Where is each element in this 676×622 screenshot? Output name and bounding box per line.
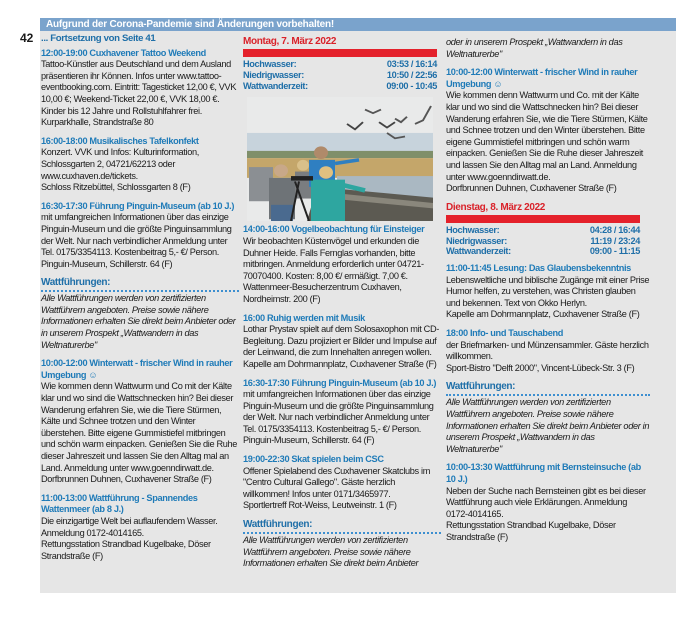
event-location: Sportlertreff Rot-Weiss, Leutweinstr. 1 (F) (243, 500, 397, 511)
event-entry (41, 201, 239, 271)
event-title: 16:00-18:00 Musikalisches Tafelkonfekt (41, 135, 199, 146)
tide-row (243, 70, 437, 81)
day-heading: Dienstag, 8. März 2022 (446, 201, 546, 213)
event-title: 19:00-22:30 Skat spielen beim CSC (243, 454, 384, 465)
event-description: Konzert. VVK und Infos: Kulturinformation, Schlossgarten 2, 04721/62213 oder www.cuxhaven.de/tickets. (41, 147, 199, 181)
event-entry (446, 328, 650, 374)
event-description: Tattoo-Künstler aus Deutschland und dem Ausland präsentieren ihr Können. Infos unter www.tattoo-eventbooking.com. Eintritt: Tagesticket 12,00 €, VVK 10,00 €; Weekend-Ticket 22,00 €, VVK 18,00 €. Kinder bis 12 Jahre und Rollstuhlfahrer frei. (41, 59, 237, 116)
event-location: Wattenmeer-Besucherzentrum Cuxhaven, Nordheimstr. 200 (F) (243, 282, 402, 304)
day-divider-bar (243, 49, 437, 57)
event-title (41, 358, 239, 381)
event-location: Schloss Ritzebüttel, Schlossgarten 8 (F) (41, 182, 191, 193)
event-title (446, 67, 650, 90)
tide-row (243, 59, 437, 70)
event-title-text: 10:00-12:00 Winterwatt - frischer Wind in rauher Umgebung (446, 67, 638, 89)
event-entry (446, 67, 650, 195)
tide-label: Niedrigwasser: (243, 69, 304, 80)
event-location: Kapelle am Dohrmannplatz, Cuxhavener Straße (F) (243, 358, 437, 369)
tide-row (446, 246, 640, 257)
event-location: Rettungsstation Strandbad Kugelbake, Döser Strandstraße (F) (41, 539, 211, 561)
event-entry (243, 454, 441, 512)
tide-label: Wattwanderzeit: (446, 246, 511, 257)
event-title: 11:00-11:45 Lesung: Das Glaubensbekenntnis (446, 263, 631, 274)
event-description: Offener Spielabend des Cuxhavener Skatclubs im "Centro Cultural Gallego". Gäste herzlich willkommen! Infos unter 0171/3465977. (243, 465, 430, 499)
tide-label: Hochwasser: (446, 224, 500, 235)
day-divider-bar (446, 215, 640, 223)
wattfuehrungen-info: Alle Wattführungen werden von zertifizierten Wattführern angeboten. Preise sowie nähere Informationen erhalten Sie direkt beim Anbieter oder in unserem Prospekt „Wattwandern in das Weltnaturerbe" (41, 293, 236, 350)
event-description: Lebensweltliche und biblische Zugänge mit einer Prise Humor helfen, zu verstehen, was Christen glauben und bekennen. Text von Okko Herlyn. (446, 274, 650, 308)
event-entry (243, 313, 441, 371)
event-entry (446, 263, 650, 321)
tide-row (243, 81, 437, 92)
event-entry (243, 224, 441, 305)
tide-row (446, 236, 640, 247)
event-location: Pinguin-Museum, Schillerstr. 64 (F) (243, 435, 375, 446)
corona-notice-banner: Aufgrund der Corona-Pandemie sind Änderungen vorbehalten! (40, 18, 676, 31)
day-heading: Montag, 7. März 2022 (243, 36, 337, 47)
page-number: 42 (20, 31, 34, 45)
event-entry (41, 136, 239, 194)
column-2 (243, 36, 441, 577)
event-title: 16:30-17:30 Führung Pinguin-Museum (ab 10 J.) (243, 377, 437, 388)
birdwatching-photo-illustration (247, 97, 433, 221)
smiley-icon: ☺ (88, 369, 98, 380)
tide-label: Hochwasser: (243, 59, 297, 69)
event-title: 11:00-13:00 Wattführung - Spannendes Wattenmeer (ab 8 J.) (41, 492, 198, 515)
column-3 (446, 37, 650, 551)
event-entry (243, 378, 441, 448)
tide-value: 11:19 / 23:24 (590, 235, 640, 246)
event-location: Rettungsstation Strandbad Kugelbake, Döser Strandstraße (F) (446, 520, 616, 542)
event-title: 14:00-16:00 Vogelbeobachtung für Einsteiger (243, 224, 425, 235)
tide-value: 09:00 - 10:45 (386, 80, 437, 91)
event-description: Wie kommen denn Wattwurm und Co mit der Kälte klar und wo sind die Wattschnecken hin? Bei dieser Wanderung erfahren Sie, wie die Tiere Stürmen, Kälte und Schnee trotzen und den Winter überstehen. Bitte eigene Gummistiefel mitbringen und schön warm einpacken. Genießen Sie die Ruhe dieser Jahreszeit und lassen Sie den Alltag mal an Land. Anmeldung unter www.goenndirwatt.de. (41, 381, 238, 473)
event-location: Dorfbrunnen Duhnen, Cuxhavener Straße (F) (446, 183, 617, 194)
event-description: Neben der Suche nach Bernsteinen gibt es bei dieser Wattführung auch viele Erklärungen. Anmeldung 0172-4014165. (446, 485, 646, 519)
event-description: der Briefmarken- und Münzensammler. Gäste herzlich willkommen. (446, 339, 649, 362)
event-description: Die einzigartige Welt bei auflaufendem Wasser. Anmeldung 0172-4014165. (41, 515, 218, 538)
event-entry (41, 493, 239, 563)
tide-label: Niedrigwasser: (446, 235, 507, 246)
wattfuehrungen-info: Alle Wattführungen werden von zertifizierten Wattführern angeboten. Preise sowie nähere Informationen erhalten Sie direkt beim Anbieter (243, 535, 419, 569)
tide-label: Wattwanderzeit: (243, 80, 308, 91)
event-location: Kapelle am Dohrmannplatz, Cuxhavener Straße (F) (446, 309, 640, 320)
tide-table (446, 225, 640, 257)
event-title: 16:00 Ruhig werden mit Musik (243, 312, 365, 323)
tide-table (243, 59, 437, 91)
event-title-text: 10:00-12:00 Winterwatt - frischer Wind in rauher Umgebung (41, 358, 233, 380)
wattfuehrungen-heading: Wattführungen: (41, 277, 239, 292)
tide-value: 09:00 - 11:15 (589, 246, 640, 257)
continuation-note: ... Fortsetzung von Seite 41 (41, 33, 156, 44)
event-title: 16:30-17:30 Führung Pinguin-Museum (ab 10 J.) (41, 200, 235, 211)
event-location: Sport-Bistro "Delft 2000", Vincent-Lübeck-Str. 3 (F) (446, 362, 635, 373)
event-entry (41, 48, 239, 129)
wattfuehrungen-info-continued: oder in unserem Prospekt „Wattwandern in das Weltnaturerbe" (446, 37, 623, 59)
tide-value: 10:50 / 22:56 (386, 69, 437, 80)
birdwatching-photo (247, 97, 433, 221)
tide-value: 04:28 / 16:44 (589, 224, 640, 235)
event-entry (41, 358, 239, 486)
tide-row (446, 225, 640, 236)
column-1 (41, 33, 239, 569)
event-entry (446, 462, 650, 543)
event-title: 18:00 Info- und Tauschabend (446, 328, 563, 339)
tide-value: 03:53 / 16:14 (386, 59, 437, 69)
event-location: Pinguin-Museum, Schillerstr. 64 (F) (41, 258, 173, 269)
event-title: 10:00-13:30 Wattführung mit Bernsteinsuche (ab 10 J.) (446, 462, 641, 485)
event-location: Dorfbrunnen Duhnen, Cuxhavener Straße (F) (41, 474, 212, 485)
event-description: mit umfangreichen Informationen über das einzige Pinguin-Museum und die größte Pinguinsammlung der Welt. Nur nach verbindlicher Anmeldung unter Tel. 0175/3354113. Kostenbeitrag 5,- €/ Person. (243, 389, 434, 434)
smiley-icon: ☺ (493, 78, 503, 89)
event-title: 12:00-19:00 Cuxhavener Tattoo Weekend (41, 47, 206, 58)
wattfuehrungen-info: Alle Wattführungen werden von zertifizierten Wattführern angeboten. Preise sowie nähere Informationen erhalten Sie direkt beim Anbieter oder in unserem Prospekt „Wattwandern in das Weltnaturerbe" (446, 397, 650, 454)
event-location: Kurparkhalle, Strandstraße 80 (41, 117, 154, 128)
event-description: Wir beobachten Küstenvögel und erkunden die Duhner Heide. Falls Fernglas vorhanden, bitte mitbringen. Anmeldung erforderlich unter 04721-70070400. Kosten: 8,00 €/ ermäßigt. 7,00 €. (243, 235, 424, 281)
event-description: mit umfangreichen Informationen über das einzige Pinguin-Museum und die größte Pinguinsammlung der Welt. Nur nach verbindlicher Anmeldung unter Tel. 0175/3354113. Kostenbeitrag 5,- €/ Person. (41, 212, 232, 258)
event-description: Lothar Prystav spielt auf dem Solosaxophon mit CD-Begleitung. Dazu projiziert er Bilder und Impulse auf der Leinwand, die zum Innehalten anregen wollen. (243, 324, 439, 358)
wattfuehrungen-heading: Wattführungen: (446, 381, 650, 396)
wattfuehrungen-heading: Wattführungen: (243, 519, 441, 534)
event-description: Wie kommen denn Wattwurm und Co. mit der Kälte klar und wo sind die Wattschnecken hin? Bei dieser Wanderung erfahren Sie, wie die Tiere Stürmen, Kälte und Schnee trotzen und den Winter überstehen. Bitte eigene Gummistiefel mitbringen und schön warm einpacken. Genießen Sie die Ruhe dieser Jahreszeit und lassen Sie den Alltag mal an Land. Anmeldung unter www.goenndirwatt.de. (446, 90, 648, 182)
